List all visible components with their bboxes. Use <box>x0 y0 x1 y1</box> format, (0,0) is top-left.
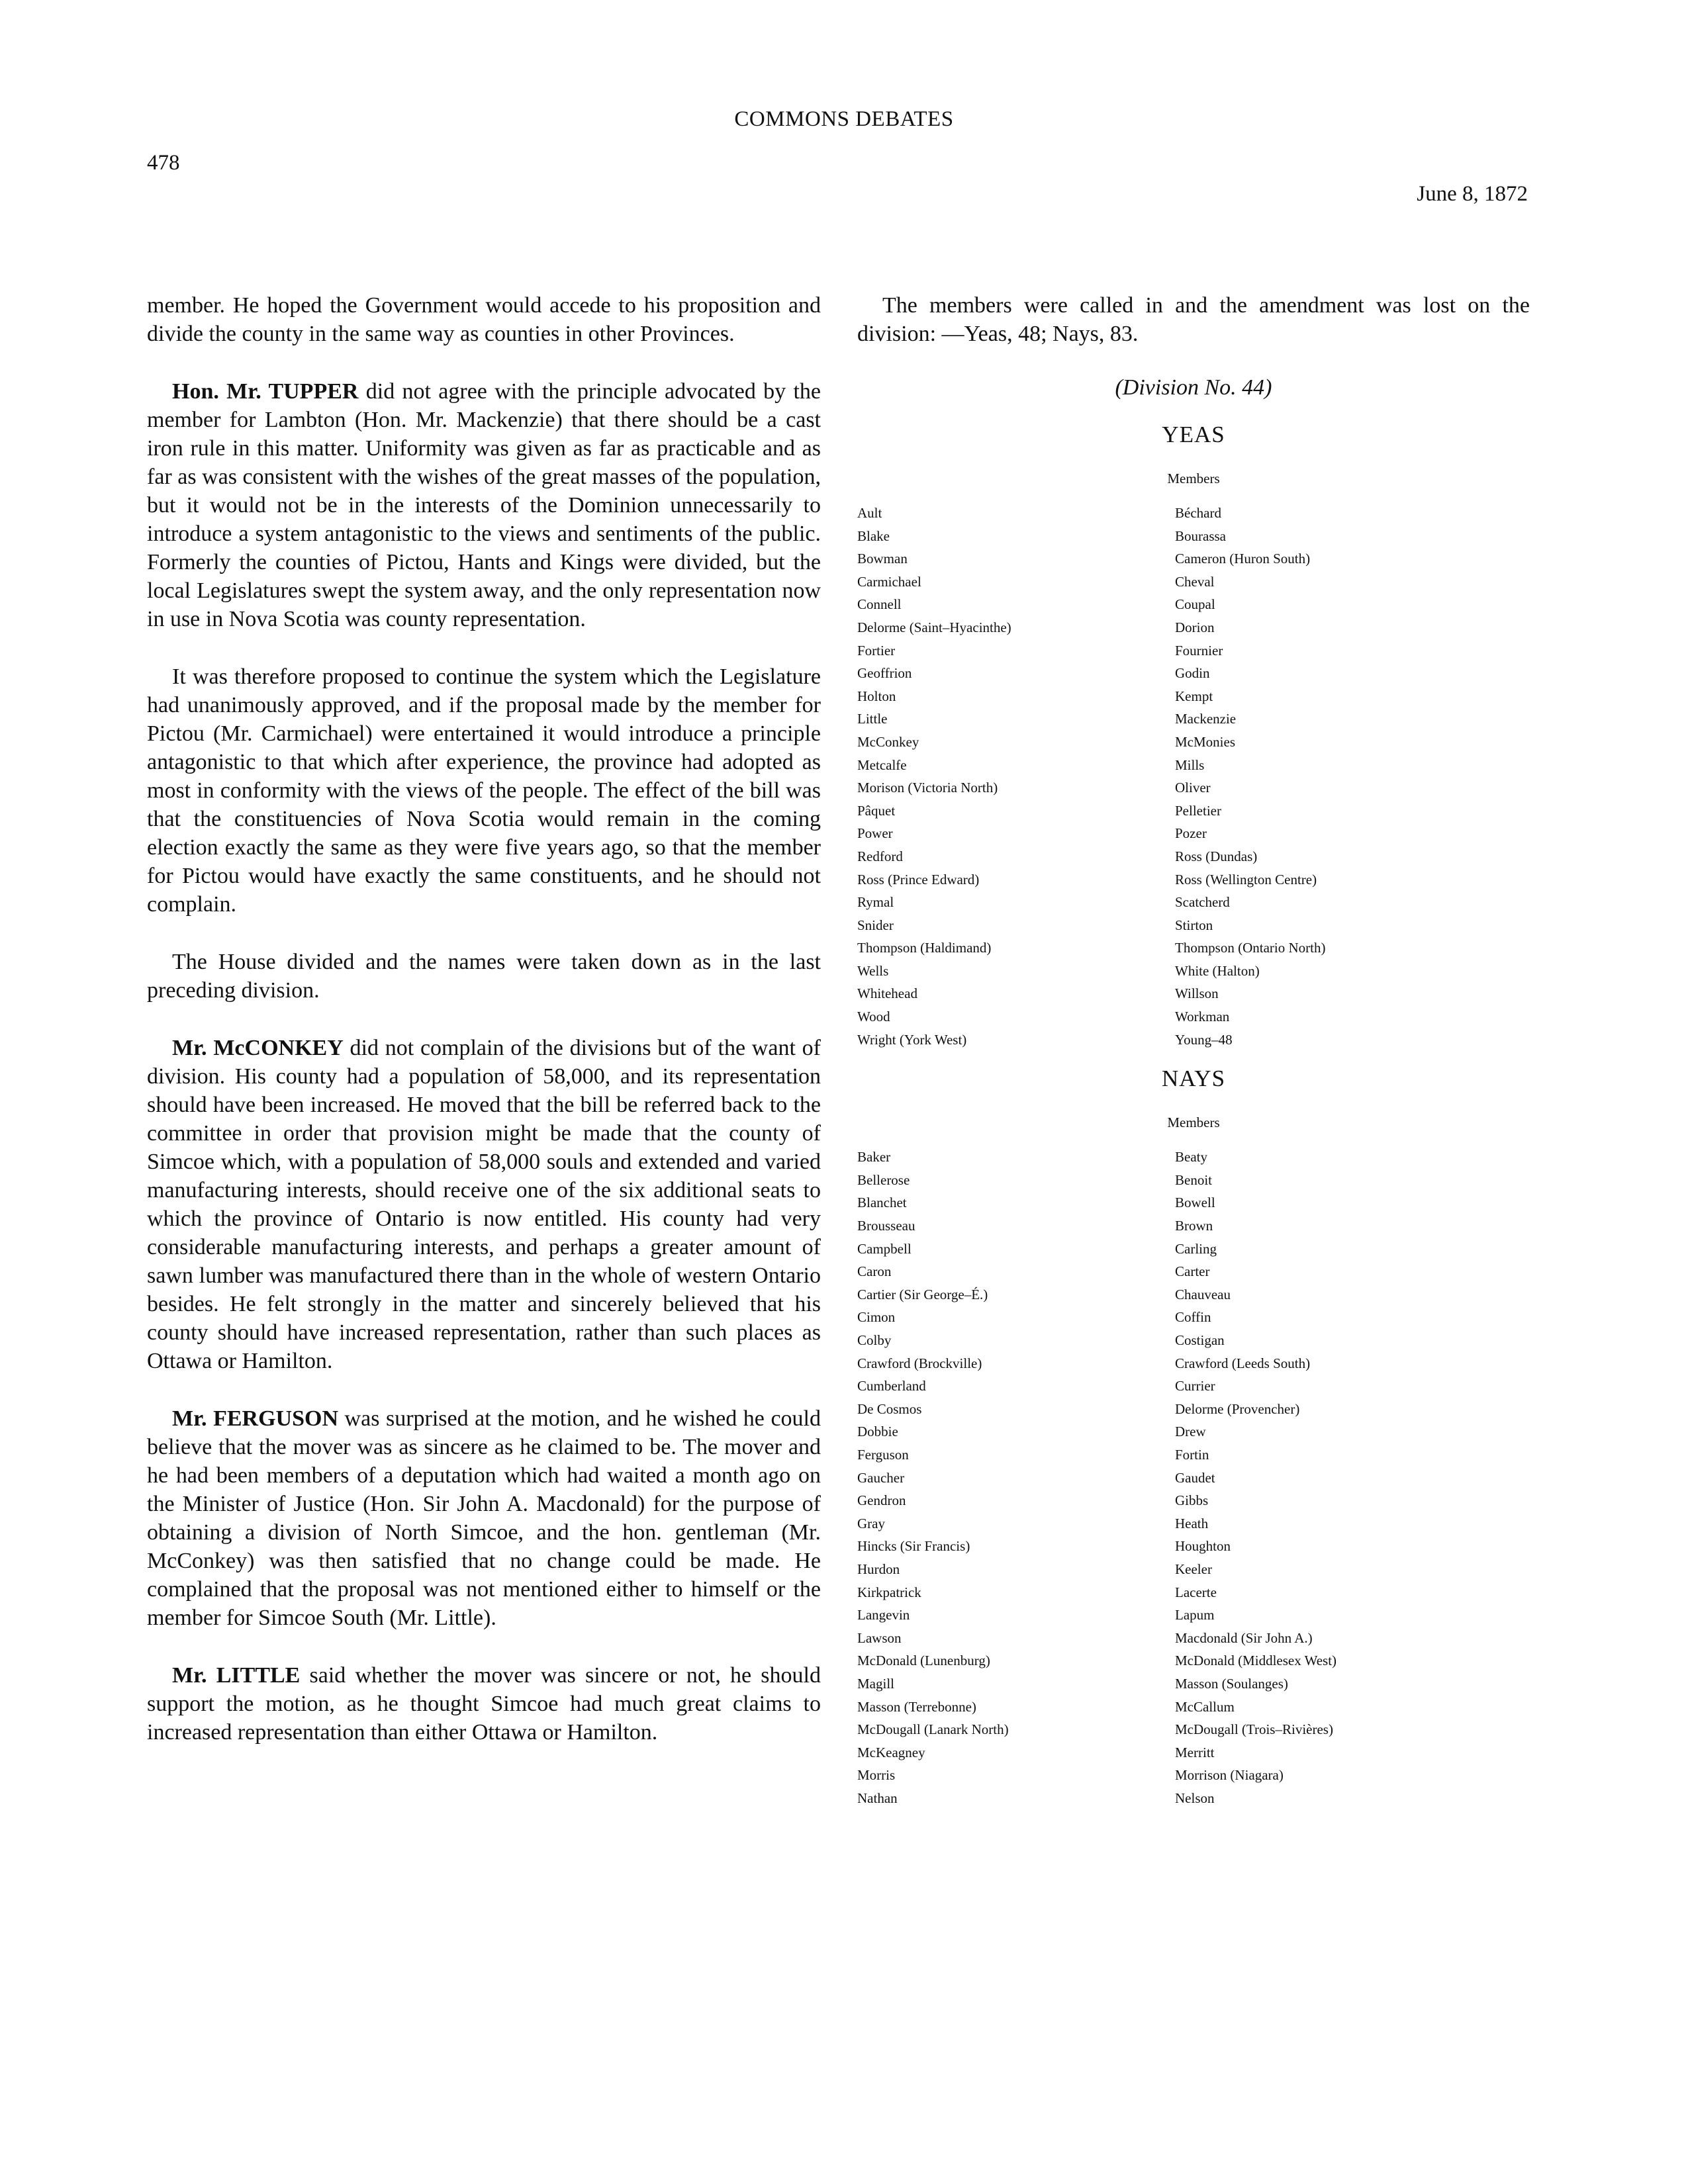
member-name: Bowman <box>857 551 908 567</box>
member-name: Delorme (Provencher) <box>1175 1400 1300 1417</box>
member-name: Crawford (Leeds South) <box>1175 1355 1311 1371</box>
member-name: Carter <box>1175 1263 1210 1280</box>
member-name: McDonald (Middlesex West) <box>1175 1653 1337 1669</box>
member-name: Ferguson <box>857 1446 909 1463</box>
member-name: Crawford (Brockville) <box>857 1355 982 1371</box>
member-name: Nathan <box>857 1790 898 1806</box>
member-name: Dobbie <box>857 1424 898 1440</box>
member-name: Gray <box>857 1515 885 1531</box>
member-name: Dorion <box>1175 619 1215 635</box>
member-name: Morison (Victoria North) <box>857 780 998 796</box>
member-name: Wood <box>857 1009 890 1025</box>
left-column <box>147 291 821 1776</box>
member-name: Ross (Wellington Centre) <box>1175 871 1317 887</box>
member-name: McKeagney <box>857 1744 925 1760</box>
member-name: Merritt <box>1175 1744 1215 1760</box>
member-name: Workman <box>1175 1009 1230 1025</box>
division-number-text: (Division No. 44) <box>1115 375 1272 400</box>
member-name: Heath <box>1175 1515 1209 1531</box>
speaker-name: Mr. LITTLE <box>172 1663 301 1688</box>
speaker-name: Hon. Mr. TUPPER <box>172 379 359 404</box>
member-name: Redford <box>857 848 903 864</box>
member-name: Hincks (Sir Francis) <box>857 1538 970 1555</box>
member-name: Cumberland <box>857 1378 926 1394</box>
member-name: Campbell <box>857 1240 912 1257</box>
member-name: Oliver <box>1175 780 1211 796</box>
member-name: Kirkpatrick <box>857 1584 921 1600</box>
member-name: Kempt <box>1175 688 1213 704</box>
division-number <box>857 373 1530 402</box>
member-name: Scatcherd <box>1175 894 1230 911</box>
member-name: Fournier <box>1175 642 1223 659</box>
paragraph-continuation: member. He hoped the Government would accede to his proposition and divide the county in the same way as counties in other Provinces. <box>147 293 821 346</box>
member-name: Houghton <box>1175 1538 1231 1555</box>
paragraph-ferguson <box>147 1404 821 1632</box>
member-name: Caron <box>857 1263 892 1280</box>
member-name: Keeler <box>1175 1561 1212 1577</box>
member-name: McMonies <box>1175 733 1235 750</box>
member-name: Pelletier <box>1175 802 1221 819</box>
member-name: Little <box>857 711 888 727</box>
member-name: Cimon <box>857 1309 896 1326</box>
member-name: Power <box>857 825 893 842</box>
member-name: Magill <box>857 1675 894 1692</box>
speaker-name: Mr. FERGUSON <box>172 1406 339 1431</box>
member-name: McCallum <box>1175 1698 1235 1715</box>
paragraph-tupper <box>147 377 821 633</box>
member-name: Mills <box>1175 756 1205 773</box>
member-name: Béchard <box>1175 505 1221 521</box>
member-name: Lawson <box>857 1629 902 1646</box>
member-name: Young–48 <box>1175 1031 1233 1048</box>
member-name: Snider <box>857 917 894 933</box>
member-name: Whitehead <box>857 985 917 1002</box>
member-name: Fortier <box>857 642 896 659</box>
member-name: Thompson (Haldimand) <box>857 940 992 956</box>
member-name: Cheval <box>1175 573 1215 590</box>
member-name: Currier <box>1175 1378 1215 1394</box>
member-name: Beaty <box>1175 1149 1207 1165</box>
member-name: Benoit <box>1175 1171 1212 1188</box>
speaker-name: Mr. McCONKEY <box>172 1036 344 1060</box>
member-name: Coffin <box>1175 1309 1211 1326</box>
nays-members-label: Members <box>1167 1115 1220 1131</box>
member-name: Cameron (Huron South) <box>1175 551 1311 567</box>
member-name: Ault <box>857 505 882 521</box>
member-name: Macdonald (Sir John A.) <box>1175 1629 1313 1646</box>
right-column <box>857 291 1530 1809</box>
page-number: 478 <box>147 151 180 175</box>
page-date: June 8, 1872 <box>1417 182 1528 206</box>
member-name: Pozer <box>1175 825 1207 842</box>
member-name: Hurdon <box>857 1561 900 1577</box>
member-name: Ross (Prince Edward) <box>857 871 980 887</box>
member-name: Gendron <box>857 1492 906 1509</box>
member-name: Connell <box>857 596 902 613</box>
member-name: Lapum <box>1175 1607 1215 1623</box>
member-name: Drew <box>1175 1424 1206 1440</box>
speech-text: said whether the mover was sincere or not, he should support the motion, as he thought Simcoe had much great claims to increased representation than either Ottawa or Hamilton. <box>147 1663 821 1745</box>
member-name: Masson (Soulanges) <box>1175 1675 1288 1692</box>
member-name: Chauveau <box>1175 1286 1231 1302</box>
member-name: Gaucher <box>857 1469 905 1486</box>
member-name: Godin <box>1175 665 1210 682</box>
member-name: Gaudet <box>1175 1469 1215 1486</box>
speech-text: did not complain of the divisions but of the want of division. His county had a population of 58,000, and its representation should have been increased. He moved that the bill be referred back to the committee in order that provision might be made that the county of Simcoe which, with a population of 58,000 souls and extended and varied manufacturing interests, should receive one of the six additional seats to which the province of Ontario is now entitled. His county had very considerable manufacturing interests, and perhaps a greater amount of sawn lumber was manufactured there than in the whole of western Ontario besides. He felt strongly in the matter and sincerely believed that his county should have increased representation, rather than such places as Ottawa or Hamilton. <box>147 1036 821 1373</box>
member-name: McDougall (Trois–Rivières) <box>1175 1721 1333 1738</box>
member-name: Metcalfe <box>857 756 907 773</box>
member-name: Mackenzie <box>1175 711 1237 727</box>
member-name: Carmichael <box>857 573 921 590</box>
member-name: Masson (Terrebonne) <box>857 1698 976 1715</box>
member-name: Holton <box>857 688 896 704</box>
yeas-list <box>857 502 1530 1051</box>
yeas-members-label: Members <box>1167 471 1220 486</box>
member-name: White (Halton) <box>1175 962 1260 979</box>
member-name: Langevin <box>857 1607 910 1623</box>
member-name: Cartier (Sir George–É.) <box>857 1286 988 1302</box>
member-name: Costigan <box>1175 1332 1225 1348</box>
member-name: Baker <box>857 1149 891 1165</box>
member-name: Ross (Dundas) <box>1175 848 1258 864</box>
member-name: Brousseau <box>857 1218 915 1234</box>
member-name: Blake <box>857 527 890 544</box>
member-name: Wright (York West) <box>857 1031 967 1048</box>
member-name: McDonald (Lunenburg) <box>857 1653 990 1669</box>
member-name: Colby <box>857 1332 892 1348</box>
member-name: Fortin <box>1175 1446 1209 1463</box>
nays-list <box>857 1146 1530 1809</box>
member-name: Carling <box>1175 1240 1217 1257</box>
member-name: De Cosmos <box>857 1400 922 1417</box>
member-name: Stirton <box>1175 917 1213 933</box>
member-name: Thompson (Ontario North) <box>1175 940 1326 956</box>
member-name: Rymal <box>857 894 894 911</box>
member-name: Morris <box>857 1767 896 1784</box>
member-name: Bourassa <box>1175 527 1226 544</box>
member-name: McDougall (Lanark North) <box>857 1721 1009 1738</box>
member-name: Bowell <box>1175 1195 1215 1211</box>
member-name: Pâquet <box>857 802 896 819</box>
member-name: McConkey <box>857 733 919 750</box>
member-name: Wells <box>857 962 889 979</box>
running-header: COMMONS DEBATES <box>734 107 954 131</box>
paragraph-mcconkey <box>147 1034 821 1375</box>
yeas-heading: YEAS <box>1162 422 1225 447</box>
member-name: Willson <box>1175 985 1219 1002</box>
member-name: Brown <box>1175 1218 1213 1234</box>
member-name: Blanchet <box>857 1195 907 1211</box>
member-name: Bellerose <box>857 1171 910 1188</box>
nays-heading: NAYS <box>1161 1066 1226 1092</box>
speech-text: did not agree with the principle advocated by the member for Lambton (Hon. Mr. Mackenzie) that there should be a cast iron rule in this matter. Uniformity was given as far as practicable and as far as was consistent with the wishes of the great masses of the population, but it would not be in the interests of the Dominion unnecessarily to introduce a system antagonistic to the views and sentiments of the public. Formerly the counties of Pictou, Hants and Kings were divided, but the local Legislatures swept the system away, and the only representation now in use in Nova Scotia was county representation. <box>147 379 821 631</box>
paragraph-proposal: It was therefore proposed to continue the system which the Legislature had unanimously approved, and if the proposal made by the member for Pictou (Mr. Carmichael) were entertained it would introduce a principle antagonistic to that which after experience, the province had adopted as most in conformity with the views of the people. The effect of the bill was that the constituencies of Nova Scotia would remain in the coming election exactly the same as they were five years ago, so that the member for Pictou would have exactly the same constituents, and he should not complain. <box>147 664 821 917</box>
member-name: Gibbs <box>1175 1492 1209 1509</box>
paragraph-little <box>147 1661 821 1747</box>
speech-text: was surprised at the motion, and he wished he could believe that the mover was as sincere as he claimed to be. The mover and he had been members of a deputation which had waited a month ago on the Minister of Justice (Hon. Sir John A. Macdonald) for the purpose of obtaining a division of North Simcoe, and the hon. gentleman (Mr. McConkey) was then satisfied that no change could be made. He complained that the proposal was not mentioned either to himself or the member for Simcoe South (Mr. Little). <box>147 1406 821 1630</box>
member-name: Lacerte <box>1175 1584 1217 1600</box>
member-name: Coupal <box>1175 596 1215 613</box>
member-name: Delorme (Saint–Hyacinthe) <box>857 619 1011 635</box>
member-name: Geoffrion <box>857 665 912 682</box>
member-name: Morrison (Niagara) <box>1175 1767 1284 1784</box>
member-name: Nelson <box>1175 1790 1215 1806</box>
paragraph-house-divided: The House divided and the names were taken down as in the last preceding division. <box>147 950 821 1003</box>
division-intro: The members were called in and the amendment was lost on the division: —Yeas, 48; Nays, 83. <box>857 293 1530 346</box>
